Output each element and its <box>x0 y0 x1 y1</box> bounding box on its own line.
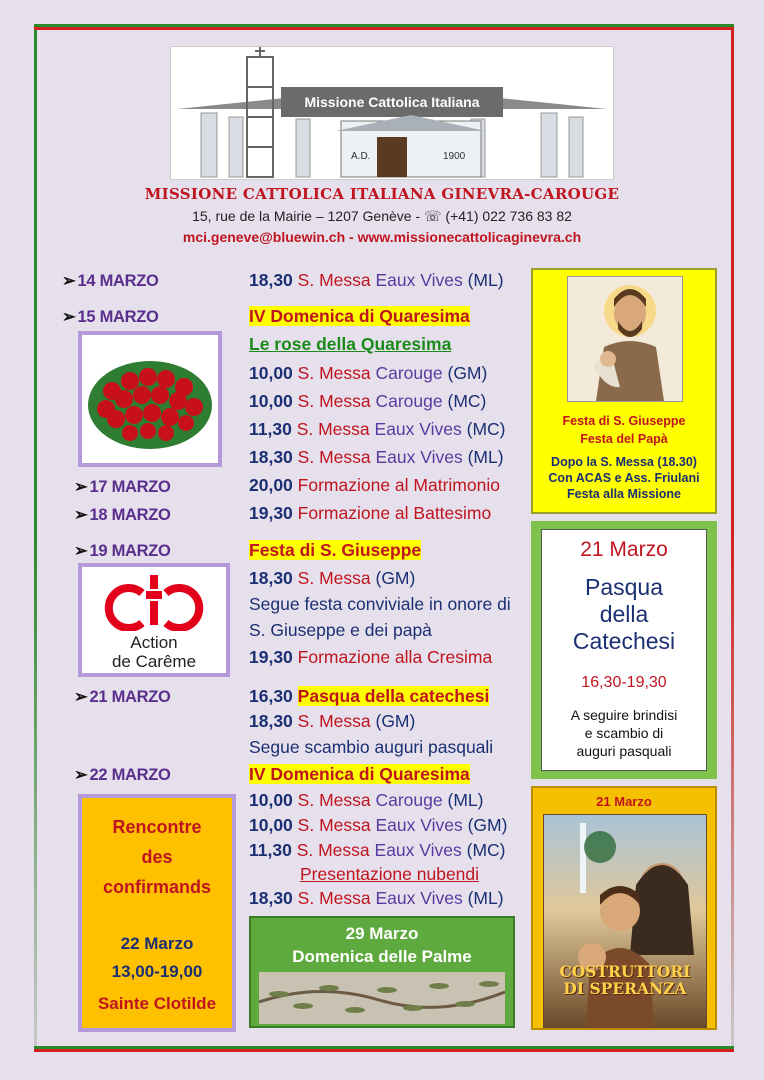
event-time: 11,30 <box>249 840 292 860</box>
mission-address: 15, rue de la Mairie – 1207 Genève - ☏ (+41) 022 736 83 82 <box>192 208 572 224</box>
event-time: 19,30 <box>249 647 293 667</box>
olive-branch-icon <box>259 972 505 1024</box>
action-de-careme-icon <box>82 571 226 631</box>
event-place: Eaux Vives <box>374 840 462 860</box>
confirmands-time: 13,00-19,00 <box>111 962 203 981</box>
catechesi-title <box>542 574 706 655</box>
event-highlight: IV Domenica di Quaresima <box>249 306 470 326</box>
event-time: 16,30 <box>249 686 293 706</box>
catechesi-note-line2: e scambio di <box>584 725 664 741</box>
event-priest: (ML) <box>462 447 504 467</box>
event-note: Segue scambio auguri pasquali <box>249 737 494 757</box>
saint-joseph-image <box>567 276 683 402</box>
event-type: S. Messa <box>296 840 375 860</box>
event-highlight: Festa di S. Giuseppe <box>249 540 422 560</box>
event-22-r4 <box>249 888 504 909</box>
event-17 <box>249 475 500 496</box>
event-time: 11,30 <box>249 419 292 439</box>
arrow-bullet-icon: ➢ <box>74 506 88 524</box>
event-time: 19,30 <box>249 503 293 523</box>
event-note: Presentazione nubendi <box>300 864 480 884</box>
poster-title <box>544 963 706 997</box>
event-priest: (ML) <box>442 790 484 810</box>
confirmands-title <box>82 812 232 902</box>
frame-right-line <box>731 30 734 1046</box>
catechesi-card-inner <box>541 529 707 771</box>
catechesi-note <box>542 706 706 760</box>
event-22-extra <box>300 864 479 885</box>
date-17-marzo <box>74 477 171 497</box>
event-type: S. Messa <box>297 270 376 290</box>
event-19-note2 <box>249 620 432 641</box>
action-de-careme-logo <box>78 563 230 677</box>
event-time: 20,00 <box>249 475 293 495</box>
event-highlight: Pasqua della catechesi <box>297 686 490 706</box>
confirmands-line3: confirmands <box>102 877 212 897</box>
palme-date: 29 Marzo <box>345 924 419 943</box>
event-19-r1 <box>249 568 415 589</box>
event-time: 10,00 <box>249 363 293 383</box>
date-label: 22 MARZO <box>89 766 171 784</box>
confirmands-when <box>82 930 232 986</box>
event-place: Eaux Vives <box>375 888 463 908</box>
event-15-r1 <box>249 363 487 384</box>
event-type: Formazione al Matrimonio <box>297 475 500 495</box>
palme-title: Domenica delle Palme <box>292 947 472 966</box>
event-22-r1 <box>249 790 483 811</box>
event-time: 18,30 <box>249 447 293 467</box>
giuseppe-line5: Festa alla Missione <box>567 487 681 501</box>
confirmands-line2: des <box>141 847 173 867</box>
event-type: S. Messa <box>297 447 376 467</box>
date-label: 17 MARZO <box>89 478 171 496</box>
event-15-title <box>249 306 470 327</box>
event-14-mass <box>249 270 504 291</box>
olive-branches-image <box>259 972 505 1024</box>
date-18-marzo <box>74 505 171 525</box>
event-15-r2 <box>249 391 486 412</box>
giuseppe-line2: Festa del Papà <box>580 432 668 446</box>
event-time: 10,00 <box>249 790 293 810</box>
date-label: 18 MARZO <box>89 506 171 524</box>
event-type: S. Messa <box>297 568 371 588</box>
confirmands-card <box>78 794 236 1032</box>
frame-left-line <box>34 30 37 1046</box>
frame-bottom-red-line <box>34 1049 734 1052</box>
event-21-r1 <box>249 686 489 707</box>
event-21-r2 <box>249 711 415 732</box>
date-15-marzo <box>62 307 159 327</box>
arrow-bullet-icon: ➢ <box>74 688 88 706</box>
catechesi-title-line3: Catechesi <box>572 628 676 654</box>
poster-title-line2: DI SPERANZA <box>563 979 687 998</box>
event-place: Carouge <box>375 790 443 810</box>
event-place: Carouge <box>375 363 443 383</box>
event-time: 18,30 <box>249 888 293 908</box>
poster-image <box>543 814 707 1028</box>
event-22-r2 <box>249 815 507 836</box>
event-19-note1 <box>249 594 511 615</box>
event-type: Formazione alla Cresima <box>297 647 493 667</box>
event-highlight: IV Domenica di Quaresima <box>249 764 470 784</box>
costruttori-poster-card <box>531 786 717 1030</box>
action-line2: de Carême <box>111 652 197 671</box>
catechesi-note-line3: auguri pasquali <box>576 743 672 759</box>
event-type: S. Messa <box>297 815 376 835</box>
catechesi-card <box>531 521 717 779</box>
date-19-marzo <box>74 541 171 561</box>
arrow-bullet-icon: ➢ <box>74 542 88 560</box>
event-priest: (MC) <box>442 391 487 411</box>
event-note: S. Giuseppe e dei papà <box>249 620 432 640</box>
poster-date: 21 Marzo <box>596 794 652 809</box>
saint-joseph-icon <box>568 277 682 401</box>
date-22-marzo <box>74 765 171 785</box>
giuseppe-card-title <box>533 412 715 448</box>
mission-contact[interactable]: mci.geneve@bluewin.ch - www.missionecattolicaginevra.ch <box>182 229 582 245</box>
catechesi-time: 16,30-19,30 <box>581 674 667 691</box>
event-19-title <box>249 540 421 561</box>
event-type: S. Messa <box>297 711 371 731</box>
event-15-r3 <box>249 419 505 440</box>
giuseppe-card <box>531 268 717 514</box>
event-type: S. Messa <box>297 790 376 810</box>
arrow-bullet-icon: ➢ <box>62 272 76 290</box>
arrow-bullet-icon: ➢ <box>74 478 88 496</box>
church-illustration <box>170 46 614 180</box>
date-14-marzo <box>62 271 159 291</box>
event-place: Carouge <box>375 391 443 411</box>
event-subtitle: Le rose della Quaresima <box>249 334 452 354</box>
event-priest: (GM) <box>370 711 416 731</box>
catechesi-note-line1: A seguire brindisi <box>570 707 678 723</box>
event-priest: (ML) <box>462 888 504 908</box>
catechesi-date: 21 Marzo <box>580 538 668 561</box>
event-time: 18,30 <box>249 270 293 290</box>
arrow-bullet-icon: ➢ <box>74 766 88 784</box>
event-priest: (MC) <box>461 419 506 439</box>
mission-title: MISSIONE CATTOLICA ITALIANA GINEVRA-CAROUGE <box>144 185 620 203</box>
frame-top-red-line <box>34 27 734 30</box>
event-19-r2 <box>249 647 492 668</box>
event-priest: (MC) <box>461 840 506 860</box>
event-time: 18,30 <box>249 711 293 731</box>
event-type: S. Messa <box>297 363 376 383</box>
event-22-title <box>249 764 470 785</box>
date-21-marzo <box>74 687 171 707</box>
event-priest: (ML) <box>462 270 504 290</box>
event-15-sub <box>249 334 451 355</box>
confirmands-place: Sainte Clotilde <box>97 994 217 1013</box>
giuseppe-card-details <box>533 454 715 502</box>
poster-title-line1: COSTRUTTORI <box>559 962 691 981</box>
event-18 <box>249 503 491 524</box>
church-ad: A.D. <box>351 151 371 162</box>
event-time: 10,00 <box>249 815 293 835</box>
event-21-note <box>249 737 493 758</box>
catechesi-title-line2: della <box>599 601 649 627</box>
giuseppe-line3: Dopo la S. Messa (18.30) <box>551 455 697 469</box>
event-priest: (GM) <box>370 568 416 588</box>
date-label: 14 MARZO <box>77 272 159 290</box>
palme-card <box>249 916 515 1028</box>
date-label: 21 MARZO <box>89 688 171 706</box>
confirmands-line1: Rencontre <box>112 817 202 837</box>
arrow-bullet-icon: ➢ <box>62 308 76 326</box>
event-22-r3 <box>249 840 505 861</box>
church-building-image <box>171 47 613 179</box>
event-place: Eaux Vives <box>375 270 463 290</box>
confirmands-date: 22 Marzo <box>120 934 194 953</box>
roses-image <box>78 331 222 467</box>
event-place: Eaux Vives <box>375 447 463 467</box>
event-type: S. Messa <box>297 888 376 908</box>
event-time: 18,30 <box>249 568 293 588</box>
event-type: Formazione al Battesimo <box>297 503 492 523</box>
action-line1: Action <box>130 633 178 652</box>
event-type: S. Messa <box>296 419 375 439</box>
event-priest: (GM) <box>442 363 488 383</box>
date-label: 19 MARZO <box>89 542 171 560</box>
catechesi-title-line1: Pasqua <box>584 574 663 600</box>
event-place: Eaux Vives <box>374 419 462 439</box>
church-year: 1900 <box>443 151 466 162</box>
date-label: 15 MARZO <box>77 308 159 326</box>
event-place: Eaux Vives <box>375 815 463 835</box>
event-time: 10,00 <box>249 391 293 411</box>
action-de-careme-label <box>82 633 226 671</box>
event-15-r4 <box>249 447 504 468</box>
event-priest: (GM) <box>462 815 508 835</box>
church-sign: Missione Cattolica Italiana <box>304 94 480 110</box>
event-type: S. Messa <box>297 391 376 411</box>
giuseppe-line4: Con ACAS e Ass. Friulani <box>548 471 700 485</box>
event-note: Segue festa conviviale in onore di <box>249 594 511 614</box>
giuseppe-line1: Festa di S. Giuseppe <box>562 414 686 428</box>
roses-bouquet-icon <box>82 335 218 463</box>
